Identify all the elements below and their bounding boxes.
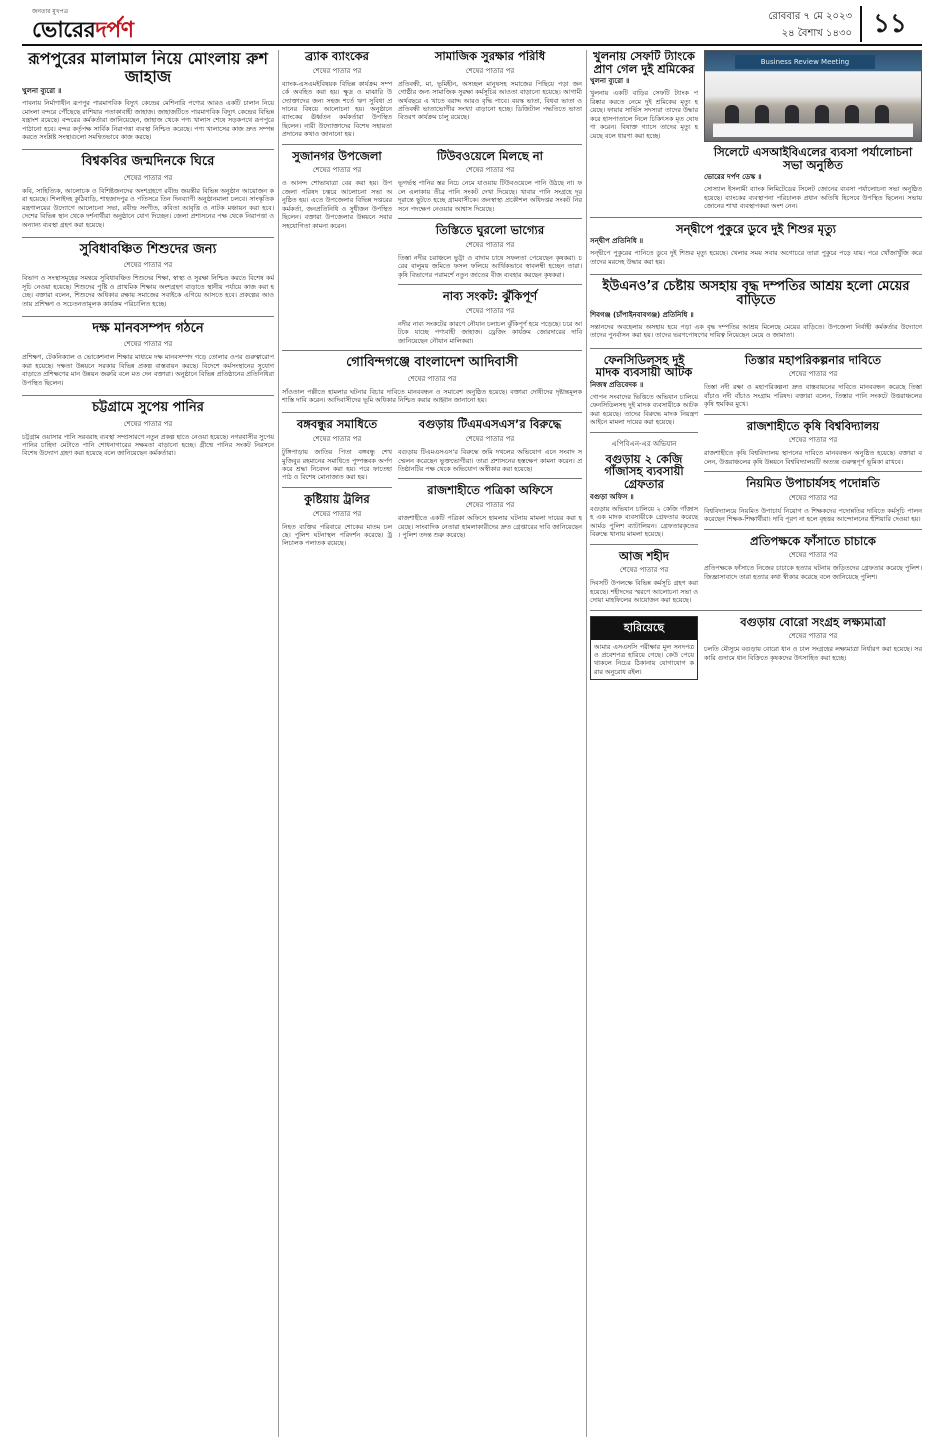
story-body: ও আনন্দ শোভাযাত্রা বের করা হয়। উপজেলা পরিষদ চত্বরে আলোচনা সভা অনুষ্ঠিত হয়। এতে উপজেলার বিভিন্ন দপ্তরের কর্মকর্তা, জনপ্রতিনিধি ও সুধীজন উপস্থিত ছিলেন। বক্তারা উপজেলার উন্নয়নে সবার সহযোগিতা কামনা করেন। bbox=[282, 179, 392, 230]
lost-notice-body-wrap bbox=[591, 640, 697, 680]
story-children bbox=[22, 243, 274, 308]
story-tubewell bbox=[398, 150, 582, 345]
continuation: শেষের পাতার পর bbox=[465, 166, 515, 175]
divider bbox=[282, 487, 392, 488]
headline: তিস্তিতে ঘুরলো ভাগ্যের bbox=[435, 223, 545, 238]
headline: বগুড়ায় ২ কেজি গাঁজাসহ ব্যবসায়ী গ্রেফতার bbox=[604, 451, 684, 492]
continuation: শেষের পাতার পর bbox=[788, 370, 838, 379]
headline: দক্ষ মানবসম্পদ গঠনে bbox=[92, 321, 204, 337]
dateline bbox=[768, 8, 852, 42]
column-2-top bbox=[282, 50, 582, 139]
continuation: শেষের পাতার পর bbox=[312, 435, 362, 444]
continuation: শেষের পাতার পর bbox=[465, 240, 515, 249]
divider bbox=[22, 316, 274, 317]
byline: খুলনা ব্যুরো ॥ bbox=[590, 77, 630, 86]
story-body: সোস্যাল ইসলামী ব্যাংক লিমিটেডের সিলেট জোনের ব্যবসা পর্যালোচনা সভা অনুষ্ঠিত হয়েছে। ব্যাংকের ব্যবস্থাপনা পরিচালক প্রধান অতিথি হিসেবে উপস্থিত ছিলেন। সভায় জোনের শাখা ব্যবস্থাপকরা অংশ নেন। bbox=[704, 185, 922, 211]
story-body: বগুড়ায় অভিযান চালিয়ে ২ কেজি গাঁজাসহ এক মাদক ব্যবসায়ীকে গ্রেফতার করেছে আর্মড পুলিশ ব্যাটালিয়ন। গ্রেফতারকৃতের বিরুদ্ধে থানায় মামলা হয়েছে। bbox=[590, 504, 698, 539]
byline: সন্দ্বীপ প্রতিনিধি ॥ bbox=[590, 237, 644, 246]
story-body: দিবসটি উপলক্ষে বিভিন্ন কর্মসূচি গ্রহণ করা হয়েছে। শহীদদের স্মরণে আলোচনা সভা ও দোয়া মাহফিলের আয়োজন করা হয়েছে। bbox=[590, 579, 698, 605]
divider bbox=[590, 274, 922, 275]
column-3-top bbox=[590, 50, 922, 211]
continuation: শেষের পাতার পর bbox=[123, 173, 173, 182]
continuation: শেষের পাতার পর bbox=[619, 566, 669, 575]
headline: চট্টগ্রামে সুপেয় পানির bbox=[92, 400, 204, 416]
continuation: শেষের পাতার পর bbox=[407, 374, 457, 383]
story-tagore bbox=[22, 155, 274, 229]
continuation: শেষের পাতার পর bbox=[465, 501, 515, 510]
continuation: শেষের পাতার পর bbox=[465, 435, 515, 444]
meeting-table bbox=[713, 123, 913, 137]
continuation: শেষের পাতার পর bbox=[123, 261, 173, 270]
lost-notice-box bbox=[590, 616, 698, 681]
continuation: শেষের পাতার পর bbox=[123, 419, 173, 428]
column-3-mid bbox=[590, 354, 922, 605]
story-fensidyl bbox=[590, 354, 698, 605]
date-bn: ২৪ বৈশাখ ১৪৩০ bbox=[781, 28, 852, 39]
headline: রাজশাহীতে কৃষি বিশ্ববিদ্যালয় bbox=[746, 418, 880, 433]
headline: নিয়মিত উপাচার্যসহ পদোন্নতি bbox=[746, 476, 880, 491]
logo-part2: দর্পণ bbox=[95, 18, 134, 43]
story-body: নদীর নাব্য সংকটের কারণে নৌযান চলাচল ঝুঁকিপূর্ণ হয়ে পড়েছে। চরে আটকে যাচ্ছে পণ্যবাহী জাহাজ। ড্রেজিং কার্যক্রম জোরদারের দাবি জানিয়েছেন নৌযান মালিকরা। bbox=[398, 319, 582, 345]
story-body: সন্দ্বীপে পুকুরের পানিতে ডুবে দুই শিশুর মৃত্যু হয়েছে। খেলার সময় সবার অগোচরে তারা পুকুরে পড়ে যায়। পরে খোঁজাখুঁজি করে তাদের মরদেহ উদ্ধার করা হয়। bbox=[590, 249, 922, 266]
continuation: শেষের পাতার পর bbox=[788, 632, 838, 641]
continuation: শেষের পাতার পর bbox=[312, 66, 362, 75]
masthead bbox=[22, 6, 922, 42]
headline: নাব্য সংকট: ঝুঁকিপূর্ণ bbox=[442, 289, 538, 304]
divider bbox=[282, 350, 582, 351]
divider bbox=[590, 544, 698, 545]
headline: বগুড়ায় বোরো সংগ্রহ লক্ষ্যমাত্রা bbox=[740, 614, 886, 629]
story-boro bbox=[704, 616, 922, 681]
divider bbox=[590, 610, 922, 611]
story-body: সন্তানদের অবহেলায় অসহায় হয়ে পড়া এক বৃদ্ধ দম্পতির আশ্রয় মিলেছে মেয়ের বাড়িতে। উপজেলা নির্বাহী কর্মকর্তার উদ্যোগে তাদের পুনর্বাসন করা হয়। তাদের ভরণপোষণের দায়িত্ব নিয়েছেন মেয়ে ও জামাতা। bbox=[590, 322, 922, 340]
masthead-rule bbox=[22, 44, 922, 46]
headline: ব্র্যাক ব্যাংকের bbox=[305, 50, 369, 63]
headline: ইউএনও’র চেষ্টায় অসহায় বৃদ্ধ দম্পতির আশ্রয় হলো মেয়ের বাড়িতে bbox=[602, 279, 910, 309]
story-tista bbox=[704, 354, 922, 605]
headline: তিস্তার মহাপরিকল্পনার দাবিতে bbox=[744, 352, 882, 367]
story-sujanagar bbox=[282, 150, 392, 345]
headline: ফেনসিডিলসহ দুই মাদক ব্যবসায়ী আটক bbox=[595, 352, 693, 380]
headline: প্রতিপক্ষকে ফাঁসাতে চাচাকে bbox=[750, 533, 876, 548]
headline: সন্দ্বীপে পুকুরে ডুবে দুই শিশুর মৃত্যু bbox=[675, 221, 836, 236]
column-3-bottom bbox=[590, 616, 922, 681]
byline: শিবগঞ্জ (চাঁপাইনবাবগঞ্জ) প্রতিনিধি ॥ bbox=[590, 310, 694, 319]
divider bbox=[704, 414, 922, 415]
divider bbox=[590, 217, 922, 218]
page-number: ১১ bbox=[860, 6, 918, 42]
headline: টিউবওয়েলে মিলছে না bbox=[436, 148, 543, 163]
story-body: প্রশিক্ষণ, টেকনিক্যাল ও ভোকেশনাল শিক্ষার মাধ্যমে দক্ষ মানবসম্পদ গড়ে তোলার ওপর গুরুত্বারোপ করা হয়েছে। দক্ষতা উন্নয়নে সরকার বিভিন্ন প্রকল্প বাস্তবায়ন করছে। বিদেশে কর্মসংস্থানের সুযোগ বাড়াতে প্রশিক্ষণের মান উন্নয়ন জরুরি বলে মত দেন বক্তারা। অনুষ্ঠানে বিভিন্ন প্রতিষ্ঠানের প্রতিনিধিরা উপস্থিত ছিলেন। bbox=[22, 353, 274, 387]
byline: বগুড়া অফিস ॥ bbox=[590, 492, 634, 501]
story-body: কবি, সাহিত্যিক, আলোচক ও বিশিষ্টজনদের অংশগ্রহণে রবীন্দ্র জয়ন্তীর বিভিন্ন অনুষ্ঠান আয়োজন করা হয়েছে। শিলাইদহ কুঠিবাড়ি, শাহজাদপুর ও পতিসরে তিন দিনব্যাপী অনুষ্ঠানমালা চলবে। সাংস্কৃতিক মন্ত্রণালয়ের উদ্যোগে আলোচনা সভা, রবীন্দ্র সংগীত, কবিতা আবৃত্তি ও নাটক মঞ্চায়ন করা হবে। দেশের বিভিন্ন স্থান থেকে দর্শনার্থীরা অনুষ্ঠানে যোগ দিচ্ছেন। জেলা প্রশাসনের পক্ষ থেকে নিরাপত্তা ও অন্যান্য ব্যবস্থা গ্রহণ করা হয়েছে। bbox=[22, 186, 274, 229]
continuation: শেষের পাতার পর bbox=[312, 166, 362, 175]
byline: খুলনা ব্যুরো ॥ bbox=[22, 87, 62, 96]
column-1 bbox=[22, 50, 274, 1437]
lost-notice-text: আমার এসএসসি পরীক্ষার মূল সনদপত্র ও প্রবেশপত্র হারিয়ে গেছে। কেউ পেয়ে থাকলে নিচের ঠিকানায় যোগাযোগ করার অনুরোধ রইল। bbox=[594, 642, 694, 676]
divider bbox=[590, 348, 922, 349]
headline: কুষ্টিয়ায় ট্রলির bbox=[304, 491, 370, 506]
headline: বগুড়ায় টিএমএসএস’র বিরুদ্ধে bbox=[418, 417, 562, 432]
story-body: রাজশাহীতে কৃষি বিশ্ববিদ্যালয় স্থাপনের দাবিতে মানববন্ধন অনুষ্ঠিত হয়েছে। বক্তারা বলেন, উত্তরাঞ্চলের কৃষি উন্নয়নে বিশ্ববিদ্যালয়টি অত্যন্ত গুরুত্বপূর্ণ ভূমিকা রাখবে। bbox=[704, 449, 922, 466]
column-3 bbox=[590, 50, 922, 1437]
divider bbox=[22, 237, 274, 238]
column-divider bbox=[278, 50, 279, 1437]
headline: সিলেটে এসআইবিএলের ব্যবসা পর্যালোচনা সভা অনুষ্ঠিত bbox=[713, 145, 913, 172]
column-2-row3 bbox=[282, 418, 582, 547]
date-en: রোববার ৭ মে ২০২৩ bbox=[768, 11, 852, 22]
column-2-row2 bbox=[282, 150, 582, 345]
kicker: এপিবিএন-এর অভিযান bbox=[611, 439, 677, 448]
story-chattogram-water bbox=[22, 401, 274, 458]
story-body: চট্টগ্রাম ওয়াসার পানি সরবরাহ ব্যবস্থা সম্প্রসারণে নতুন প্রকল্প হাতে নেওয়া হয়েছে। নগরবাসীর সুপেয় পানির চাহিদা মেটাতে পানি শোধনাগারের সক্ষমতা বাড়ানো হচ্ছে। গ্রীষ্মে পানির সংকট নিরসনে বিশেষ উদ্যোগ গ্রহণ করা হয়েছে বলে জানিয়েছেন কর্মকর্তারা। bbox=[22, 432, 274, 458]
story-body: তিস্তা নদী রক্ষা ও মহাপরিকল্পনা দ্রুত বাস্তবায়নের দাবিতে মানববন্ধন করেছে তিস্তা বাঁচাও নদী বাঁচাও সংগ্রাম পরিষদ। বক্তারা বলেন, তিস্তার পানি সংকটে উত্তরাঞ্চলের কৃষি হুমকির মুখে। bbox=[704, 383, 922, 409]
divider bbox=[282, 144, 582, 145]
continuation: শেষের পাতার পর bbox=[123, 340, 173, 349]
headline: সুবিধাবঞ্চিত শিশুদের জন্য bbox=[79, 242, 217, 258]
story-body: টুঙ্গিপাড়ায় জাতির পিতা বঙ্গবন্ধু শেখ মুজিবুর রহমানের সমাধিতে পুষ্পস্তবক অর্পণ করে শ্রদ্ধা নিবেদন করা হয়। পরে ফাতেহা পাঠ ও বিশেষ মোনাজাত করা হয়। bbox=[282, 448, 392, 482]
headline: খুলনায় সেফটি ট্যাংকে প্রাণ গেল দুই শ্রমিকের bbox=[593, 50, 695, 76]
divider bbox=[398, 284, 582, 285]
story-body: পাবনায় নির্মাণাধীন রূপপুর পারমাণবিক বিদ্যুৎ কেন্দ্রের মেশিনারি পণ্যের আরও একটি চালান নিয়ে মোংলা বন্দরে পৌঁছেছে রাশিয়ার পতাকাবাহী জাহাজ। জাহাজটিতে পারমাণবিক বিদ্যুৎ কেন্দ্রের বিভিন্ন যন্ত্রাংশ রয়েছে। বন্দরের কর্মকর্তারা জানিয়েছেন, জাহাজ থেকে পণ্য খালাস শেষে সড়কপথে রূপপুরে পাঠানো হবে। বন্দর কর্তৃপক্ষ সার্বিক নিরাপত্তা ব্যবস্থা নিশ্চিত করেছে। পণ্য খালাসের কাজ দ্রুত সম্পন্ন করতে সংশ্লিষ্ট সংস্থাগুলো সমন্বিতভাবে কাজ করছে। bbox=[22, 99, 274, 141]
story-body: নিহত ব্যক্তির পরিবারে শোকের মাতম চলছে। পুলিশ ঘটনাস্থল পরিদর্শন করেছে। ট্রলিচালক পলাতক রয়েছে। bbox=[282, 522, 392, 548]
continuation: শেষের পাতার পর bbox=[465, 306, 515, 315]
story-bangabandhu bbox=[282, 418, 392, 547]
divider bbox=[590, 432, 698, 433]
headline: আজ শহীদ bbox=[619, 548, 669, 563]
story-uno bbox=[590, 280, 922, 340]
headline: রূপপুরের মালামাল নিয়ে মোংলায় রুশ জাহাজ bbox=[28, 50, 268, 86]
headline: গোবিন্দগঞ্জে বাংলাদেশ আদিবাসী bbox=[346, 355, 518, 371]
continuation: শেষের পাতার পর bbox=[465, 66, 515, 75]
story-body: ব্যাংক-এসএমইবিষয়ক বিভিন্ন কার্যক্রম সম্পর্কে অবহিত করা হয়। ক্ষুদ্র ও মাঝারি উদ্যোক্তাদের জন্য সহজ শর্তে ঋণ সুবিধা প্রদানের বিষয়ে আলোচনা হয়। অনুষ্ঠানে ব্যাংকের ঊর্ধ্বতন কর্মকর্তারা উপস্থিত ছিলেন। নারী উদ্যোক্তাদের বিশেষ সহায়তা প্রদানের কথাও জানানো হয়। bbox=[282, 79, 392, 139]
headline: রাজশাহীতে পত্রিকা অফিসে bbox=[427, 483, 553, 498]
story-sandwip bbox=[590, 223, 922, 267]
story-sylhet bbox=[704, 50, 922, 211]
continuation: শেষের পাতার পর bbox=[312, 509, 362, 518]
story-body: রাজশাহীতে একটি পত্রিকা অফিসে হামলার ঘটনায় মামলা দায়ের করা হয়েছে। সাংবাদিক নেতারা হামলাকারীদের দ্রুত গ্রেপ্তারের দাবি জানিয়েছেন। পুলিশ তদন্ত শুরু করেছে। bbox=[398, 514, 582, 540]
continuation: শেষের পাতার পর bbox=[788, 551, 838, 560]
divider bbox=[22, 149, 274, 150]
story-body: তিস্তা নদীর চরাঞ্চলে ভুট্টা ও বাদাম চাষে সফলতা পেয়েছেন কৃষকরা। চরের বালুময় জমিতে ফসল ফলিয়ে আর্থিকভাবে স্বাবলম্বী হচ্ছেন তারা। কৃষি বিভাগের পরামর্শে নতুন জাতের বীজ ব্যবহার করছেন কৃষকরা। bbox=[398, 253, 582, 279]
headline: বঙ্গবন্ধুর সমাধিতে bbox=[296, 417, 378, 432]
story-body: সাঁওতাল পল্লীতে হামলার ঘটনার বিচার দাবিতে মানববন্ধন ও সমাবেশ অনুষ্ঠিত হয়েছে। বক্তারা দোষীদের দৃষ্টান্তমূলক শাস্তি দাবি করেন। আদিবাসীদের ভূমি অধিকার নিশ্চিত করার আহ্বান জানানো হয়। bbox=[282, 387, 582, 405]
byline: নিজস্ব প্রতিবেদক ॥ bbox=[590, 380, 644, 389]
column-divider bbox=[586, 50, 587, 1437]
story-brac bbox=[282, 50, 392, 139]
story-khulna bbox=[590, 50, 698, 211]
divider bbox=[704, 471, 922, 472]
byline: ভোরের দর্পণ ডেস্ক ॥ bbox=[704, 173, 762, 182]
divider bbox=[282, 412, 582, 413]
story-human-resource bbox=[22, 322, 274, 387]
story-body: খুলনায় একটি বাড়ির সেফটি ট্যাংক পরিষ্কার করতে নেমে দুই শ্রমিকের মৃত্যু হয়েছে। ফায়ার সার্ভিস সদস্যরা তাদের উদ্ধার করে হাসপাতালে নিলে চিকিৎসক মৃত ঘোষণা করেন। বিষাক্ত গ্যাসে তাদের মৃত্যু হয়েছে বলে ধারণা করা হচ্ছে। bbox=[590, 89, 698, 140]
story-body: ভূগর্ভস্থ পানির স্তর নিচে নেমে যাওয়ায় টিউবওয়েলে পানি উঠছে না। ফলে এলাকায় তীব্র পানি সংকট দেখা দিয়েছে। খাবার পানি সংগ্রহে দূরদূরান্তে ছুটতে হচ্ছে গ্রামবাসীকে। জনস্বাস্থ্য প্রকৌশল অধিদপ্তর সংকট নিরসনে পদক্ষেপ নেওয়ার আশ্বাস দিয়েছে। bbox=[398, 179, 582, 213]
headline: সামাজিক সুরক্ষার পরিধি bbox=[434, 50, 546, 63]
story-social-safety bbox=[398, 50, 582, 139]
story-gobindaganj bbox=[282, 356, 582, 404]
story-body: বিশ্ববিদ্যালয়ে নিয়মিত উপাচার্য নিয়োগ ও শিক্ষকদের পদোন্নতির দাবিতে কর্মসূচি পালন করেছেন শিক্ষক-শিক্ষার্থীরা। দাবি পূরণ না হলে বৃহত্তর আন্দোলনের হুঁশিয়ারি দেওয়া হয়। bbox=[704, 506, 922, 524]
column-2 bbox=[282, 50, 582, 1437]
story-body: বগুড়ায় টিএমএসএস’র বিরুদ্ধে জমি দখলের অভিযোগ এনে সংবাদ সম্মেলন করেছেন ভুক্তভোগীরা। তারা প্রশাসনের হস্তক্ষেপ কামনা করেন। প্রতিষ্ঠানটির পক্ষ থেকে অভিযোগ অস্বীকার করা হয়েছে। bbox=[398, 448, 582, 474]
masthead-tagline: জনতার মুখপত্র bbox=[32, 8, 69, 15]
divider bbox=[704, 529, 922, 530]
story-body: গোপন সংবাদের ভিত্তিতে অভিযান চালিয়ে ফেনসিডিলসহ দুই মাদক ব্যবসায়ীকে আটক করা হয়েছে। তাদের বিরুদ্ধে মাদক নিয়ন্ত্রণ আইনে মামলা দায়ের করা হয়েছে। bbox=[590, 392, 698, 427]
divider bbox=[398, 478, 582, 479]
story-body: চলতি মৌসুমে বগুড়ায় বোরো ধান ও চাল সংগ্রহের লক্ষ্যমাত্রা নির্ধারণ করা হয়েছে। সরকারি গুদামে ধান বিক্রিতে কৃষকদের উৎসাহিত করা হচ্ছে। bbox=[704, 645, 922, 662]
headline: সুজানগর উপজেলা bbox=[292, 148, 382, 163]
divider bbox=[398, 218, 582, 219]
meeting-photo bbox=[704, 50, 922, 142]
story-body: প্রতিপক্ষকে ফাঁসাতে নিজের চাচাকে হত্যার ঘটনায় জড়িতদের গ্রেফতার করেছে পুলিশ। জিজ্ঞাসাবাদে তারা হত্যার কথা স্বীকার করেছে বলে জানিয়েছে পুলিশ। bbox=[704, 564, 922, 581]
headline: বিশ্বকবির জন্মদিনকে ঘিরে bbox=[81, 154, 215, 170]
story-tmss bbox=[398, 418, 582, 547]
story-body: বিভাগ ও সংস্থাসমূহের সমন্বয়ে সুবিধাবঞ্চিত শিশুদের শিক্ষা, স্বাস্থ্য ও সুরক্ষা নিশ্চিত করতে বিশেষ কর্মসূচি নেওয়া হয়েছে। শিশুদের পুষ্টি ও প্রাথমিক শিক্ষায় অংশগ্রহণ বাড়াতে স্থানীয় পর্যায়ে কাজ করা হচ্ছে। বক্তারা বলেন, শিশুদের অধিকার রক্ষায় সমাজের সবাইকে এগিয়ে আসতে হবে। প্রকল্পের আওতায় প্রশিক্ষণ ও সচেতনতামূলক কার্যক্রম পরিচালিত হচ্ছে। bbox=[22, 274, 274, 308]
continuation: শেষের পাতার পর bbox=[788, 493, 838, 502]
photo-banner: Business Review Meeting bbox=[735, 55, 875, 69]
story-body: প্রতিবন্ধী, মা, ভূমিহীন, অসচ্ছল মানুষসহ সমাজের পিছিয়ে পড়া জনগোষ্ঠীর জন্য সামাজিক সুরক্ষা কর্মসূচির আওতা বাড়ানো হয়েছে। আগামী অর্থবছরে এ খাতে বরাদ্দ আরও বৃদ্ধি পাবে। বয়স্ক ভাতা, বিধবা ভাতা ও প্রতিবন্ধী ভাতাভোগীর সংখ্যা বাড়ানো হচ্ছে। ডিজিটাল পদ্ধতিতে ভাতা বিতরণ কার্যক্রম চালু রয়েছে। bbox=[398, 79, 582, 122]
lost-notice-title: হারিয়েছে bbox=[591, 617, 697, 640]
continuation: শেষের পাতার পর bbox=[788, 436, 838, 445]
divider bbox=[22, 395, 274, 396]
logo-part1: ভোরের bbox=[32, 18, 96, 43]
story-rooppur bbox=[22, 50, 274, 141]
